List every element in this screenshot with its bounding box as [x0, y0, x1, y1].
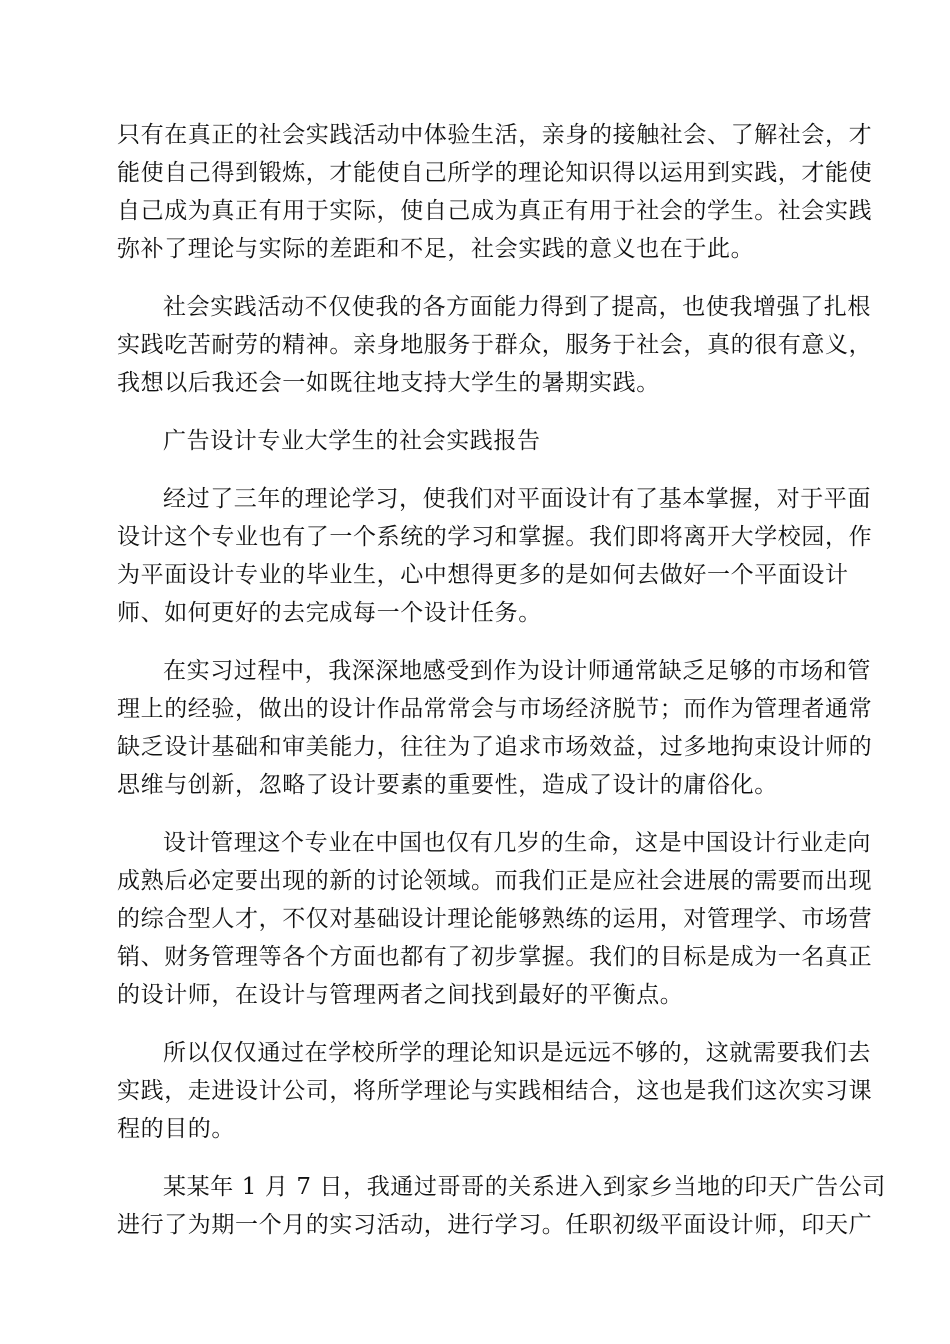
text-line: 缺乏设计基础和审美能力，往往为了追求市场效益，过多地拘束设计师的 [117, 734, 873, 760]
text-line: 社会实践活动不仅使我的各方面能力得到了提高，也使我增强了扎根 [163, 294, 871, 320]
text-line: 自己成为真正有用于实际，使自己成为真正有用于社会的学生。社会实践 [117, 198, 873, 224]
heading-line: 广告设计专业大学生的社会实践报告 [163, 428, 541, 454]
text-line: 弥补了理论与实际的差距和不足，社会实践的意义也在于此。 [117, 236, 755, 262]
document-body [117, 116, 886, 1244]
paragraph-6 [117, 1034, 873, 1148]
text-line: 能使自己得到锻炼，才能使自己所学的理论知识得以运用到实践，才能使 [117, 160, 873, 186]
paragraph-4 [117, 652, 873, 804]
text-line: 思维与创新，忽略了设计要素的重要性，造成了设计的庸俗化。 [117, 772, 778, 798]
paragraph-7 [117, 1168, 886, 1244]
text-line: 某某年 1 月 7 日，我通过哥哥的关系进入到家乡当地的印天广告公司 [163, 1174, 886, 1200]
text-line: 设计管理这个专业在中国也仅有几岁的生命，这是中国设计行业走向 [163, 830, 871, 856]
text-line: 只有在真正的社会实践活动中体验生活，亲身的接触社会、了解社会，才 [117, 122, 873, 148]
text-line: 所以仅仅通过在学校所学的理论知识是远远不够的，这就需要我们去 [163, 1040, 871, 1066]
text-line: 实践吃苦耐劳的精神。亲身地服务于群众，服务于社会，真的很有意义， [117, 332, 873, 358]
text-line: 程的目的。 [117, 1116, 235, 1142]
text-line: 经过了三年的理论学习，使我们对平面设计有了基本掌握，对于平面 [163, 486, 871, 512]
paragraph-2 [117, 288, 873, 402]
text-line: 实践，走进设计公司，将所学理论与实践相结合，这也是我们这次实习课 [117, 1078, 873, 1104]
text-line: 进行了为期一个月的实习活动，进行学习。任职初级平面设计师，印天广 [117, 1212, 873, 1238]
text-line: 销、财务管理等各个方面也都有了初步掌握。我们的目标是成为一名真正 [117, 944, 873, 970]
text-line: 设计这个专业也有了一个系统的学习和掌握。我们即将离开大学校园，作 [117, 524, 873, 550]
paragraph-5 [117, 824, 873, 1014]
section-heading [117, 422, 837, 460]
text-line: 师、如何更好的去完成每一个设计任务。 [117, 600, 542, 626]
text-line: 的综合型人才，不仅对基础设计理论能够熟练的运用，对管理学、市场营 [117, 906, 873, 932]
paragraph-3 [117, 480, 873, 632]
text-line: 的设计师，在设计与管理两者之间找到最好的平衡点。 [117, 982, 684, 1008]
text-line: 在实习过程中，我深深地感受到作为设计师通常缺乏足够的市场和管 [163, 658, 871, 684]
text-line: 理上的经验，做出的设计作品常常会与市场经济脱节；而作为管理者通常 [117, 696, 873, 722]
text-line: 为平面设计专业的毕业生，心中想得更多的是如何去做好一个平面设计 [117, 562, 849, 588]
text-line: 成熟后必定要出现的新的讨论领域。而我们正是应社会进展的需要而出现 [117, 868, 873, 894]
paragraph-1 [117, 116, 873, 268]
text-line: 我想以后我还会一如既往地支持大学生的暑期实践。 [117, 370, 660, 396]
